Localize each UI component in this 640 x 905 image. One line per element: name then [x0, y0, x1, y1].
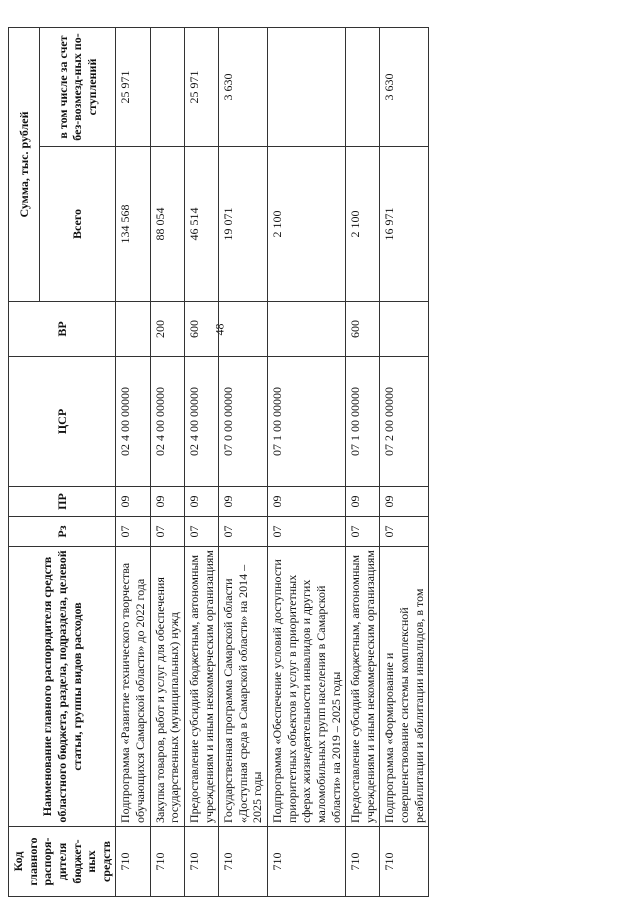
cell-total: 2 100 [268, 147, 346, 302]
cell-rz: 07 [380, 517, 429, 547]
cell-total: 2 100 [346, 147, 380, 302]
header-row-1 [9, 27, 40, 896]
cell-csr: 02 4 00 00000 [150, 357, 184, 487]
header-free: в том числе за счет без-возмезд-ных по-ступлений [39, 27, 116, 146]
header-vr: ВР [9, 302, 116, 357]
cell-rz: 07 [268, 517, 346, 547]
cell-name: Подпрограмма «Развитие технического творчества обучающихся Самарской области» до 2022 года [116, 547, 150, 827]
cell-code: 710 [346, 827, 380, 897]
cell-free [268, 27, 346, 146]
cell-vr: 200 [150, 302, 184, 357]
cell-code: 710 [116, 827, 150, 897]
cell-vr [380, 302, 429, 357]
cell-free [150, 27, 184, 146]
cell-csr: 07 0 00 00000 [219, 357, 268, 487]
table-row [184, 27, 218, 896]
cell-free: 3 630 [380, 27, 429, 146]
header-csr: ЦСР [9, 357, 116, 487]
cell-rz: 07 [116, 517, 150, 547]
cell-pr: 09 [184, 487, 218, 517]
budget-table [8, 27, 429, 897]
cell-code: 710 [219, 827, 268, 897]
cell-pr: 09 [116, 487, 150, 517]
cell-total: 19 071 [219, 147, 268, 302]
cell-pr: 09 [268, 487, 346, 517]
cell-pr: 09 [346, 487, 380, 517]
header-sum-group: Сумма, тыс. рублей [9, 27, 40, 301]
table-row [116, 27, 150, 896]
cell-rz: 07 [150, 517, 184, 547]
cell-vr: 600 [346, 302, 380, 357]
cell-vr: 600 [184, 302, 218, 357]
cell-rz: 07 [184, 517, 218, 547]
cell-code: 710 [184, 827, 218, 897]
table-row [380, 27, 429, 896]
cell-total: 134 568 [116, 147, 150, 302]
cell-csr: 07 2 00 00000 [380, 357, 429, 487]
cell-code: 710 [268, 827, 346, 897]
cell-free: 25 971 [184, 27, 218, 146]
cell-rz: 07 [346, 517, 380, 547]
header-total: Всего [39, 147, 116, 302]
cell-total: 88 054 [150, 147, 184, 302]
cell-pr: 09 [150, 487, 184, 517]
budget-table-rotated-page [8, 28, 598, 897]
cell-free: 3 630 [219, 27, 268, 146]
header-name: Наименование главного распорядителя средств областного бюджета, раздела, подраздела, целевой статьи, группы видов расходов [9, 547, 116, 827]
cell-code: 710 [380, 827, 429, 897]
cell-code: 710 [150, 827, 184, 897]
table-row [346, 27, 380, 896]
cell-csr: 07 1 00 00000 [346, 357, 380, 487]
cell-free: 25 971 [116, 27, 150, 146]
cell-name: Государственная программа Самарской области «Доступная среда в Самарской области» на 2014 – 2025 годы [219, 547, 268, 827]
cell-total: 46 514 [184, 147, 218, 302]
cell-vr [116, 302, 150, 357]
table-row [150, 27, 184, 896]
page-number: 48 [212, 323, 227, 336]
cell-free [346, 27, 380, 146]
cell-csr: 02 4 00 00000 [184, 357, 218, 487]
cell-name: Закупка товаров, работ и услуг для обеспечения государственных (муниципальных) нужд [150, 547, 184, 827]
cell-pr: 09 [380, 487, 429, 517]
cell-csr: 02 4 00 00000 [116, 357, 150, 487]
header-code: Код главного распоря-дителя бюджет-ных средств [9, 827, 116, 897]
cell-vr [268, 302, 346, 357]
cell-name: Предоставление субсидий бюджетным, автономным учреждениям и иным некоммерческим организациям [184, 547, 218, 827]
cell-total: 16 971 [380, 147, 429, 302]
header-pr: ПР [9, 487, 116, 517]
cell-name: Предоставление субсидий бюджетным, автономным учреждениям и иным некоммерческим организациям [346, 547, 380, 827]
cell-vr [219, 302, 268, 357]
cell-rz: 07 [219, 517, 268, 547]
table-row [268, 27, 346, 896]
cell-csr: 07 1 00 00000 [268, 357, 346, 487]
cell-name: Подпрограмма «Обеспечение условий доступности приоритетных объектов и услуг в приоритетных сферах жизнедеятельности инвалидов и других маломобильных групп населения в Самарской области» на 2019 – 2025 годы [268, 547, 346, 827]
table-row [219, 27, 268, 896]
cell-pr: 09 [219, 487, 268, 517]
cell-name: Подпрограмма «Формирование и совершенствование системы комплексной реабилитации и абилитации инвалидов, в том [380, 547, 429, 827]
header-rz: Рз [9, 517, 116, 547]
